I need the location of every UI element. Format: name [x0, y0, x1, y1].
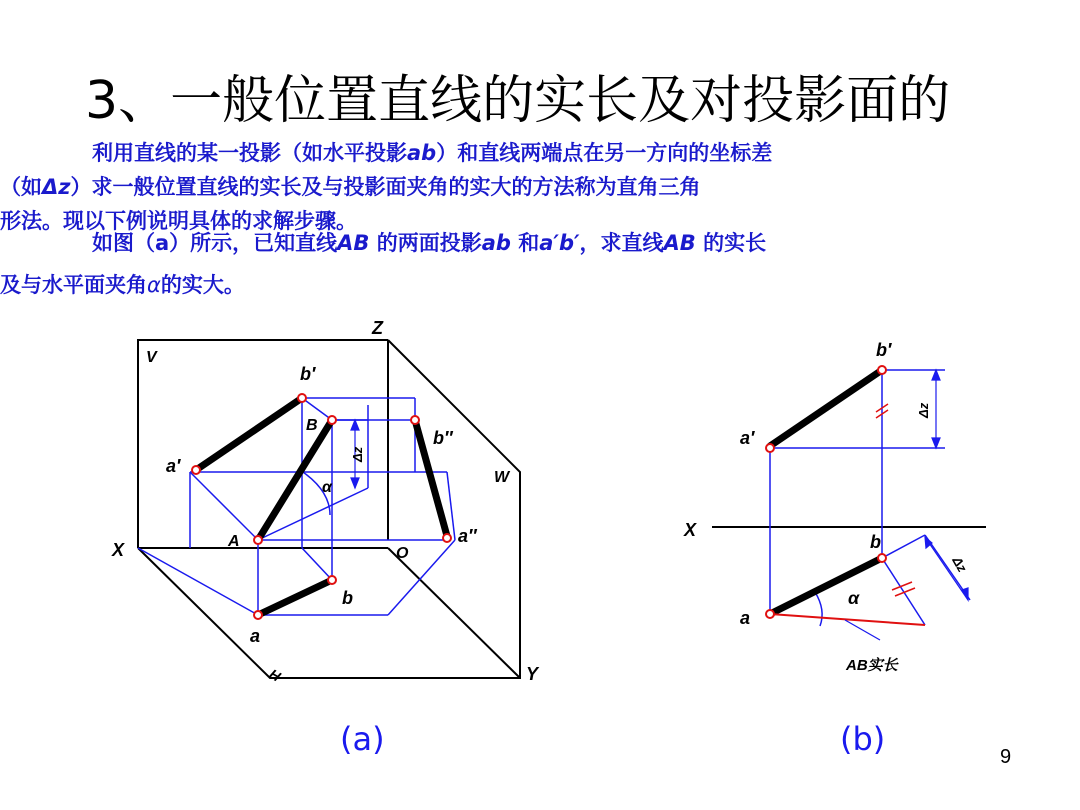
p1-line-3: 形法。现以下例说明具体的求解步骤。	[0, 209, 357, 233]
front-projection-b	[770, 370, 882, 446]
segment-projections-b	[770, 370, 882, 614]
label-a-prime: a′	[166, 456, 181, 476]
construction-lines-b	[770, 370, 970, 626]
point-b-b	[878, 554, 886, 562]
construction-lines	[138, 398, 455, 615]
p2-line-2: 及与水平面夹角α的实大。	[0, 273, 245, 297]
page-number: 9	[1000, 746, 1012, 768]
front-projection-a-prime-b-prime	[196, 398, 302, 470]
label-Y: Y	[526, 664, 539, 684]
segment-projections-a	[196, 398, 447, 615]
point-a-b	[766, 610, 774, 618]
caption-a: (a)	[340, 720, 385, 758]
label-b-b: b	[870, 532, 881, 552]
label-delta-z-a: Δz	[350, 446, 365, 462]
point-A	[254, 536, 262, 544]
top-projection-ab	[258, 580, 332, 615]
label-X-b: X	[684, 520, 697, 540]
label-a-prime-b: a′	[740, 428, 755, 448]
label-b: b	[342, 588, 353, 608]
label-b-prime-b: b′	[876, 340, 892, 360]
point-a-prime	[192, 466, 200, 474]
point-b	[328, 576, 336, 584]
figure-a	[111, 318, 540, 758]
label-true-length: AB实长	[846, 657, 898, 674]
point-b-dprime	[411, 416, 419, 424]
label-a-dprime: a″	[458, 526, 477, 546]
label-b-dprime: b″	[433, 428, 453, 448]
point-b-prime-b	[878, 366, 886, 374]
label-X: X	[112, 540, 125, 560]
label-A: A	[228, 533, 240, 550]
label-alpha: α	[322, 479, 332, 496]
p1-line-2: （如Δz）求一般位置直线的实长及与投影面夹角的实大的方法称为直角三角	[0, 175, 701, 199]
projection-diagrams	[0, 300, 1080, 760]
point-a	[254, 611, 262, 619]
label-O: O	[396, 545, 409, 562]
label-W: W	[494, 469, 510, 486]
top-projection-b	[770, 558, 882, 614]
paragraph-1	[0, 136, 1060, 238]
caption-b: (b)	[840, 720, 886, 758]
true-length-line	[770, 614, 925, 625]
label-B: B	[306, 417, 318, 434]
point-B	[328, 416, 336, 424]
delta-z-top-dimension	[932, 370, 940, 448]
point-a-prime-b	[766, 444, 774, 452]
label-V: V	[146, 349, 157, 366]
label-alpha-b: α	[848, 588, 860, 608]
point-a-dprime	[443, 534, 451, 542]
slide-title: 3、一般位置直线的实长及对投影面的	[85, 71, 951, 131]
label-b-prime: b′	[300, 364, 316, 384]
label-delta-z-side: Δz	[949, 554, 971, 575]
p1-line-1: 利用直线的某一投影（如水平投影ab）和直线两端点在另一方向的坐标差	[92, 141, 773, 165]
label-a-b: a	[740, 608, 751, 628]
labels-a	[111, 318, 540, 685]
paragraph-2	[0, 226, 1060, 302]
p2-line-1: 如图（a）所示，已知直线AB 的两面投影ab 和a′b′，求直线AB 的实长	[92, 231, 767, 255]
label-delta-z-top: Δz	[916, 402, 931, 418]
label-a: a	[250, 626, 261, 646]
figure-b	[683, 340, 986, 758]
labels-b	[683, 340, 970, 674]
label-Z: Z	[372, 318, 383, 338]
label-H: H	[266, 665, 284, 685]
true-length-leader	[845, 620, 880, 640]
point-b-prime	[298, 394, 306, 402]
